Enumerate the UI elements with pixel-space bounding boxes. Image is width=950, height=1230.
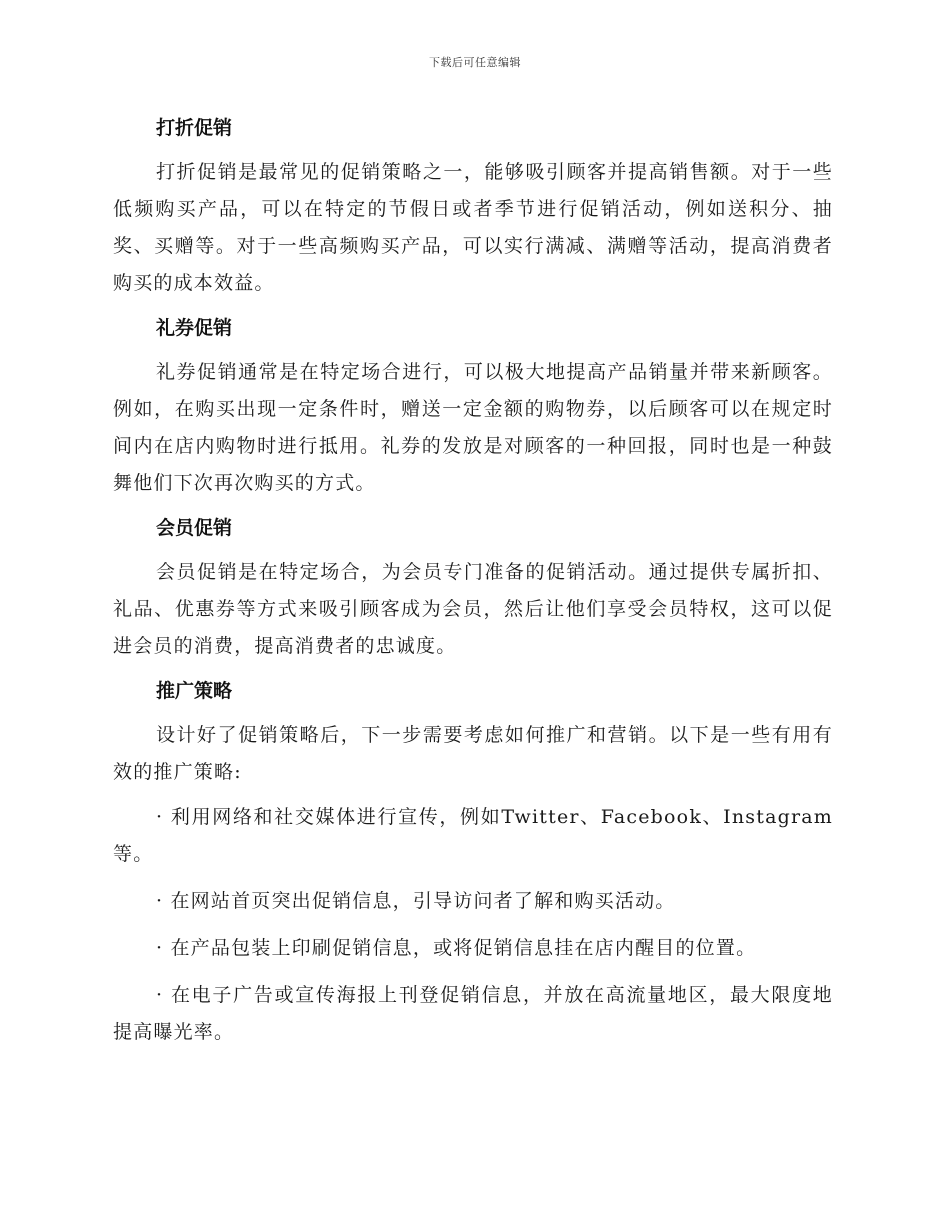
section-coupon [113,310,833,502]
section-paragraph: 打折促销是最常见的促销策略之一，能够吸引顾客并提高销售额。对于一些低频购买产品，可以在特定的节假日或者季节进行促销活动，例如送积分、抽奖、买赠等。对于一些高频购买产品，可以实行满减、满赠等活动，提高消费者购买的成本效益。 [113,161,833,294]
section-heading: 打折促销 [156,117,233,139]
section-promotion [113,673,833,791]
bullet-list [113,799,833,1051]
section-paragraph: 礼券促销通常是在特定场合进行，可以极大地提高产品销量并带来新顾客。例如，在购买出现一定条件时，赠送一定金额的购物券，以后顾客可以在规定时间内在店内购物时进行抵用。礼券的发放是对顾客的一种回报，同时也是一种鼓舞他们下次再次购买的方式。 [113,361,833,494]
section-heading: 会员促销 [156,517,233,539]
page-header-note: 下载后可任意编辑 [429,56,521,69]
section-membership [113,510,833,665]
section-paragraph: 设计好了促销策略后，下一步需要考虑如何推广和营销。以下是一些有用有效的推广策略: [113,724,833,783]
document-body [113,110,833,1061]
list-item: · 在网站首页突出促销信息，引导访问者了解和购买活动。 [156,890,676,912]
list-item: · 在产品包装上印刷促销信息，或将促销信息挂在店内醒目的位置。 [156,937,757,959]
list-item: · 利用网络和社交媒体进行宣传，例如Twitter、Facebook、Instagram等。 [113,806,833,865]
section-heading: 礼券促销 [156,317,233,339]
section-paragraph: 会员促销是在特定场合，为会员专门准备的促销活动。通过提供专属折扣、礼品、优惠券等方式来吸引顾客成为会员，然后让他们享受会员特权，这可以促进会员的消费，提高消费者的忠诚度。 [113,561,833,657]
section-heading: 推广策略 [156,680,233,702]
list-item: · 在电子广告或宣传海报上刊登促销信息，并放在高流量地区，最大限度地提高曝光率。 [113,984,833,1043]
section-discount [113,110,833,302]
